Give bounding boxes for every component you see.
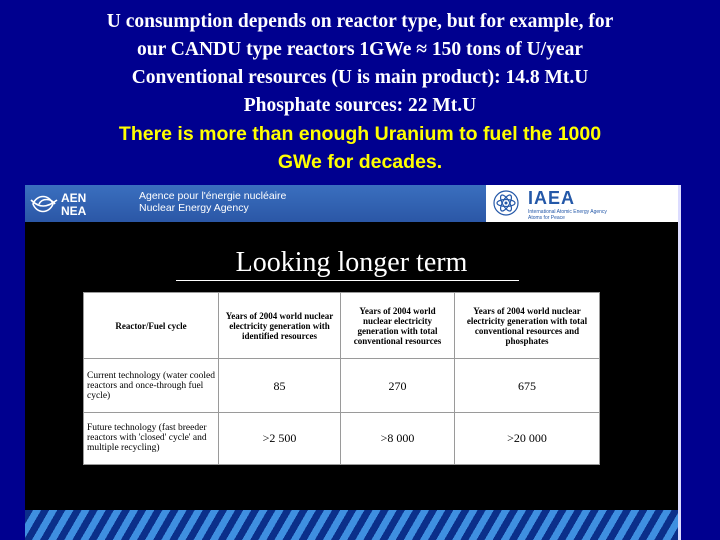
iaea-subtitle	[528, 209, 607, 221]
header-reactor-fuel-cycle: Reactor/Fuel cycle	[84, 293, 219, 359]
header-conventional-resources: Years of 2004 world nuclear electricity generation with total conventional resources	[341, 293, 455, 359]
table-cell: 85	[219, 359, 341, 412]
header-conventional-and-phosphates: Years of 2004 world nuclear electricity generation with total conventional resources and phosphates	[455, 293, 600, 359]
logo-nea-text: NEA	[61, 204, 87, 218]
logo-aen-text: AEN	[61, 191, 87, 205]
table-cell: >2 500	[219, 412, 341, 464]
table-cell: >8 000	[341, 412, 455, 464]
header-line-3: Conventional resources (U is main product): 14.8 Mt.U	[131, 67, 589, 88]
iaea-full-name: International Atomic Energy Agency	[528, 209, 607, 215]
decorative-footer-stripe	[25, 510, 678, 540]
agency-name-french: Agence pour l'énergie nucléaire	[139, 190, 287, 202]
header-identified-resources: Years of 2004 world nuclear electricity generation with identified resources	[219, 293, 341, 359]
iaea-block	[486, 185, 678, 222]
table-cell: >20 000	[455, 412, 600, 464]
table-row	[84, 359, 600, 412]
header-line-2: our CANDU type reactors 1GWe ≈ 150 tons of U/year	[137, 39, 583, 60]
iaea-motto: Atoms for Peace	[528, 215, 565, 221]
header-line-1: U consumption depends on reactor type, but for example, for	[106, 11, 614, 32]
agency-name-english: Nuclear Energy Agency	[139, 202, 249, 214]
highlight-line-2: GWe for decades.	[277, 151, 443, 173]
agency-name	[139, 190, 286, 214]
aen-nea-logo	[29, 188, 119, 219]
slide-edge-divider	[678, 185, 681, 540]
table-header-row	[84, 293, 600, 359]
iaea-name: IAEA	[528, 188, 576, 208]
embedded-slide	[25, 185, 678, 540]
table-row	[84, 412, 600, 464]
agency-banner	[25, 185, 678, 222]
row-label-current-technology: Current technology (water cooled reactors and once-through fuel cycle)	[84, 359, 219, 412]
iaea-atom-icon	[492, 189, 520, 217]
row-label-future-technology: Future technology (fast breeder reactors with 'closed' cycle' and multiple recycling)	[84, 412, 219, 464]
uranium-resources-table	[83, 292, 600, 465]
title-underline	[176, 280, 519, 281]
header-line-4: Phosphate sources: 22 Mt.U	[243, 95, 477, 116]
table-cell: 270	[341, 359, 455, 412]
table-cell: 675	[455, 359, 600, 412]
highlight-line-1: There is more than enough Uranium to fuel the 1000	[118, 123, 602, 145]
slide-title: Looking longer term	[235, 247, 468, 278]
header-text-block	[0, 0, 720, 176]
